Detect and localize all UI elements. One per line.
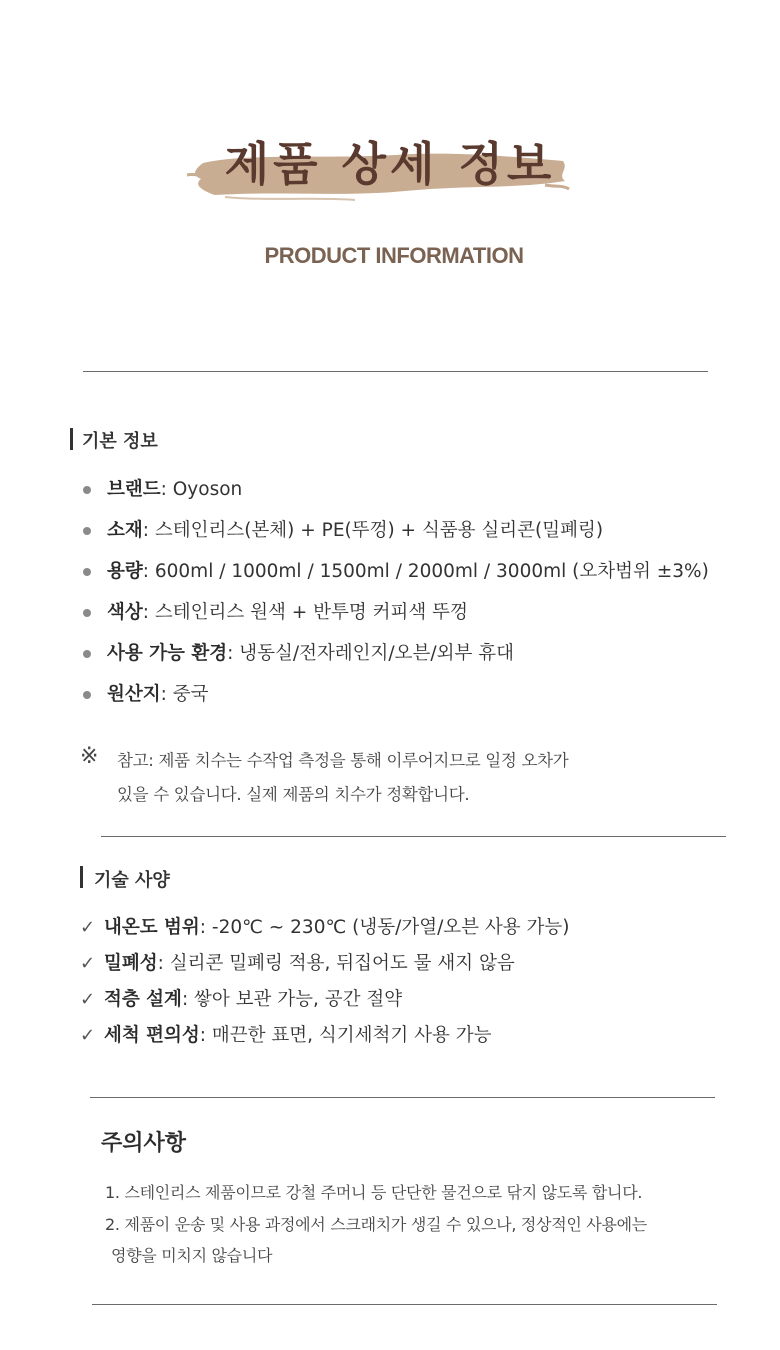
list-item bbox=[80, 913, 770, 949]
list-item bbox=[83, 639, 773, 680]
check-icon: ✓ bbox=[80, 1025, 96, 1046]
list-item bbox=[83, 680, 773, 721]
caution-item-2-line-1: 2. 제품이 운송 및 사용 과정에서 스크래치가 생길 수 있으나, 정상적인 사용에는 bbox=[105, 1215, 647, 1234]
caution-heading: 주의사항 bbox=[101, 1131, 187, 1156]
spec-value: : 냉동실/전자레인지/오븐/외부 휴대 bbox=[227, 643, 514, 664]
bullet-icon bbox=[83, 691, 91, 699]
spec-label: 소재 bbox=[107, 520, 143, 541]
basic-info-list bbox=[83, 475, 773, 721]
section-heading-basic-info: 기본 정보 bbox=[82, 431, 158, 452]
spec-label: 세척 편의성 bbox=[104, 1025, 200, 1046]
caution-item-2-line-2: 영향을 미치지 않습니다 bbox=[111, 1246, 273, 1265]
spec-value: : 실리콘 밀폐링 적용, 뒤집어도 물 새지 않음 bbox=[157, 953, 515, 974]
tech-spec-list bbox=[80, 913, 770, 1057]
bullet-icon bbox=[83, 486, 91, 494]
divider bbox=[90, 1097, 715, 1098]
check-icon: ✓ bbox=[80, 953, 96, 974]
spec-label: 사용 가능 환경 bbox=[107, 643, 228, 664]
spec-value: : Oyoson bbox=[160, 479, 243, 500]
check-icon: ✓ bbox=[80, 917, 96, 938]
page-title: 제품 상세 정보 bbox=[224, 137, 556, 191]
spec-label: 밀폐성 bbox=[104, 953, 158, 974]
spec-value: : 쌓아 보관 가능, 공간 절약 bbox=[181, 989, 403, 1010]
spec-value: : 스테인리스(본체) + PE(뚜껑) + 식품용 실리콘(밀폐링) bbox=[142, 520, 604, 541]
spec-value: : 600ml / 1000ml / 1500ml / 2000ml / 3000ml (오차범위 ±3%) bbox=[142, 561, 709, 582]
list-item bbox=[83, 557, 773, 598]
spec-value: : 중국 bbox=[160, 684, 209, 705]
reference-mark-icon: ※ bbox=[80, 744, 99, 769]
spec-value: : 스테인리스 원색 + 반투명 커피색 뚜껑 bbox=[142, 602, 468, 623]
check-icon: ✓ bbox=[80, 989, 96, 1010]
bullet-icon bbox=[83, 527, 91, 535]
section-marker bbox=[70, 428, 73, 450]
spec-label: 용량 bbox=[107, 561, 143, 582]
spec-label: 브랜드 bbox=[107, 479, 161, 500]
divider bbox=[92, 1304, 717, 1305]
spec-label: 적층 설계 bbox=[104, 989, 182, 1010]
section-marker bbox=[80, 866, 83, 888]
spec-value: : 매끈한 표면, 식기세척기 사용 가능 bbox=[199, 1025, 492, 1046]
bullet-icon bbox=[83, 568, 91, 576]
bullet-icon bbox=[83, 650, 91, 658]
section-heading-tech-spec: 기술 사양 bbox=[94, 870, 170, 891]
list-item bbox=[80, 985, 770, 1021]
page-subtitle: PRODUCT INFORMATION bbox=[264, 243, 524, 268]
list-item bbox=[80, 949, 770, 985]
spec-label: 내온도 범위 bbox=[104, 917, 200, 938]
list-item bbox=[83, 516, 773, 557]
list-item bbox=[83, 598, 773, 639]
list-item bbox=[83, 475, 773, 516]
spec-value: : -20℃ ~ 230℃ (냉동/가열/오븐 사용 가능) bbox=[199, 917, 570, 938]
divider bbox=[83, 371, 708, 372]
spec-label: 원산지 bbox=[107, 684, 161, 705]
note-line-2: 있을 수 있습니다. 실제 제품의 치수가 정확합니다. bbox=[117, 785, 470, 804]
divider bbox=[101, 836, 726, 837]
bullet-icon bbox=[83, 609, 91, 617]
list-item bbox=[80, 1021, 770, 1057]
note-line-1: 참고: 제품 치수는 수작업 측정을 통해 이루어지므로 일정 오차가 bbox=[117, 751, 569, 770]
spec-label: 색상 bbox=[107, 602, 143, 623]
caution-item-1: 1. 스테인리스 제품이므로 강철 주머니 등 단단한 물건으로 닦지 않도록 합니다. bbox=[105, 1183, 643, 1202]
